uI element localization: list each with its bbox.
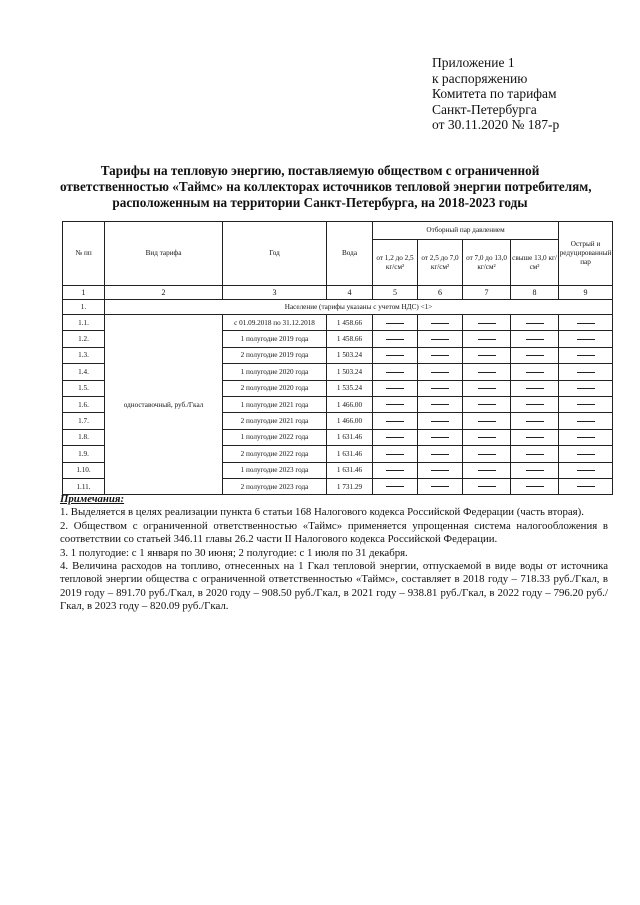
- row-period: 2 полугодие 2022 года: [223, 446, 327, 462]
- column-number: 4: [327, 286, 373, 300]
- dash-mark: [386, 486, 404, 487]
- dash-mark: [526, 454, 544, 455]
- dash-mark: [577, 323, 595, 324]
- row-period: 1 полугодие 2019 года: [223, 331, 327, 347]
- tariff-table: [62, 221, 613, 495]
- row-number: 1.9.: [63, 446, 105, 462]
- notes-heading: Примечания:: [60, 493, 125, 505]
- row-water-value: 1 466.00: [327, 396, 373, 412]
- dash-mark: [431, 388, 449, 389]
- dash-mark: [526, 421, 544, 422]
- dash-mark: [431, 372, 449, 373]
- dash-mark: [577, 404, 595, 405]
- row-period: 2 полугодие 2019 года: [223, 347, 327, 363]
- dash-mark: [431, 437, 449, 438]
- dash-mark: [478, 404, 496, 405]
- dash-mark: [526, 323, 544, 324]
- tariff-type-cell: одноставочный, руб./Гкал: [105, 315, 223, 495]
- header-year: Год: [223, 222, 327, 286]
- title-line-1: Тарифы на тепловую энергию, поставляемую обществом с ограниченной: [100, 163, 540, 178]
- header-steam-group: Отборный пар давлением: [373, 222, 559, 240]
- row-number: 1.4.: [63, 364, 105, 380]
- column-number: 9: [559, 286, 613, 300]
- row-water-value: 1 466.00: [327, 413, 373, 429]
- row-period: 2 полугодие 2020 года: [223, 380, 327, 396]
- dash-mark: [386, 339, 404, 340]
- dash-mark: [431, 454, 449, 455]
- dash-mark: [386, 388, 404, 389]
- row-water-value: 1 503.24: [327, 364, 373, 380]
- header-pressure-2: от 2,5 до 7,0 кг/см²: [418, 240, 463, 286]
- dash-mark: [386, 355, 404, 356]
- column-number: 6: [418, 286, 463, 300]
- dash-mark: [431, 339, 449, 340]
- dash-mark: [478, 372, 496, 373]
- dash-mark: [478, 454, 496, 455]
- section-label: Население (тарифы указаны с учетом НДС) <1>: [105, 300, 613, 315]
- row-period: 1 полугодие 2021 года: [223, 396, 327, 412]
- header-tariff-type: Вид тарифа: [105, 222, 223, 286]
- dash-mark: [431, 355, 449, 356]
- header-pressure-4: свыше 13,0 кг/см²: [511, 240, 559, 286]
- column-number: 8: [511, 286, 559, 300]
- row-number: 1.3.: [63, 347, 105, 363]
- row-number: 1.6.: [63, 396, 105, 412]
- row-water-value: 1 631.46: [327, 429, 373, 445]
- row-number: 1.8.: [63, 429, 105, 445]
- dash-mark: [577, 454, 595, 455]
- dash-mark: [431, 470, 449, 471]
- dash-mark: [431, 486, 449, 487]
- header-num: № пп: [63, 222, 105, 286]
- row-period: 1 полугодие 2022 года: [223, 429, 327, 445]
- dash-mark: [526, 372, 544, 373]
- table-row: [63, 315, 613, 331]
- row-period: 2 полугодие 2023 года: [223, 478, 327, 494]
- column-number: 2: [105, 286, 223, 300]
- annex-line-3: Комитета по тарифам: [432, 86, 557, 102]
- dash-mark: [431, 404, 449, 405]
- header-pressure-3: от 7,0 до 13,0 кг/см²: [463, 240, 511, 286]
- dash-mark: [577, 388, 595, 389]
- title-line-3: расположенным на территории Санкт-Петербурга, на 2018-2023 годы: [112, 194, 528, 210]
- dash-mark: [431, 323, 449, 324]
- dash-mark: [478, 486, 496, 487]
- row-number: 1.1.: [63, 315, 105, 331]
- dash-mark: [526, 355, 544, 356]
- column-number: 7: [463, 286, 511, 300]
- note-2: 2. Обществом с ограниченной ответственностью «Таймс» применяется упрощенная система налогообложения в соответствии со статьей 346.11 главы 26.2 части II Налогового кодекса Российской Федерации.: [60, 519, 608, 546]
- dash-mark: [526, 486, 544, 487]
- dash-mark: [577, 470, 595, 471]
- dash-mark: [478, 388, 496, 389]
- dash-mark: [386, 323, 404, 324]
- row-period: 1 полугодие 2020 года: [223, 364, 327, 380]
- dash-mark: [478, 323, 496, 324]
- row-water-value: 1 458.66: [327, 315, 373, 331]
- annex-line-5: от 30.11.2020 № 187-р: [432, 117, 560, 133]
- row-number: 1.5.: [63, 380, 105, 396]
- title-line-2: ответственностью «Таймс» на коллекторах источников тепловой энергии потребителям,: [60, 178, 592, 194]
- dash-mark: [386, 372, 404, 373]
- notes-section: [60, 493, 608, 614]
- dash-mark: [526, 404, 544, 405]
- annex-line-2: к распоряжению: [432, 70, 528, 86]
- dash-mark: [478, 339, 496, 340]
- document-title: [60, 163, 592, 210]
- dash-mark: [577, 437, 595, 438]
- section-number: 1.: [63, 300, 105, 315]
- dash-mark: [386, 470, 404, 471]
- header-pressure-1: от 1,2 до 2,5 кг/см²: [373, 240, 418, 286]
- dash-mark: [526, 388, 544, 389]
- header-water: Вода: [327, 222, 373, 286]
- dash-mark: [577, 372, 595, 373]
- row-water-value: 1 503.24: [327, 347, 373, 363]
- row-number: 1.2.: [63, 331, 105, 347]
- row-number: 1.7.: [63, 413, 105, 429]
- row-water-value: 1 535.24: [327, 380, 373, 396]
- dash-mark: [386, 454, 404, 455]
- dash-mark: [386, 437, 404, 438]
- dash-mark: [478, 421, 496, 422]
- dash-mark: [577, 339, 595, 340]
- column-number: 1: [63, 286, 105, 300]
- dash-mark: [478, 470, 496, 471]
- note-4: 4. Величина расходов на топливо, отнесенных на 1 Гкал тепловой энергии, отпускаемой в виде воды от источника тепловой энергии общества с ограниченной ответственностью «Таймс», составляет в 2018 году – 718.33 руб./Гкал, в 2019 году – 891.70 руб./Гкал, в 2020 году – 908.50 руб./Гкал, в 2021 году – 938.81 руб./Гкал, в 2022 году – 796.20 руб./Гкал, в 2023 году – 820.09 руб./Гкал.: [60, 560, 608, 613]
- row-number: 1.11.: [63, 478, 105, 494]
- dash-mark: [386, 404, 404, 405]
- row-water-value: 1 631.46: [327, 462, 373, 478]
- annex-block: [432, 55, 559, 133]
- dash-mark: [577, 421, 595, 422]
- note-1: 1. Выделяется в целях реализации пункта 6 статьи 168 Налогового кодекса Российской Федерации (часть вторая).: [60, 506, 584, 519]
- dash-mark: [526, 339, 544, 340]
- row-number: 1.10.: [63, 462, 105, 478]
- dash-mark: [431, 421, 449, 422]
- dash-mark: [526, 470, 544, 471]
- dash-mark: [526, 437, 544, 438]
- dash-mark: [577, 486, 595, 487]
- header-sharp-steam: Острый и редуцированный пар: [559, 222, 613, 286]
- dash-mark: [386, 421, 404, 422]
- row-water-value: 1 458.66: [327, 331, 373, 347]
- column-number: 3: [223, 286, 327, 300]
- row-period: 1 полугодие 2023 года: [223, 462, 327, 478]
- row-period: 2 полугодие 2021 года: [223, 413, 327, 429]
- annex-line-1: Приложение 1: [432, 55, 515, 70]
- annex-line-4: Санкт-Петербурга: [432, 101, 537, 117]
- dash-mark: [478, 355, 496, 356]
- row-water-value: 1 631.46: [327, 446, 373, 462]
- note-3: 3. 1 полугодие: с 1 января по 30 июня; 2 полугодие: с 1 июля по 31 декабря.: [60, 546, 408, 559]
- dash-mark: [577, 355, 595, 356]
- dash-mark: [478, 437, 496, 438]
- row-water-value: 1 731.29: [327, 478, 373, 494]
- row-period: с 01.09.2018 по 31.12.2018: [223, 315, 327, 331]
- column-number: 5: [373, 286, 418, 300]
